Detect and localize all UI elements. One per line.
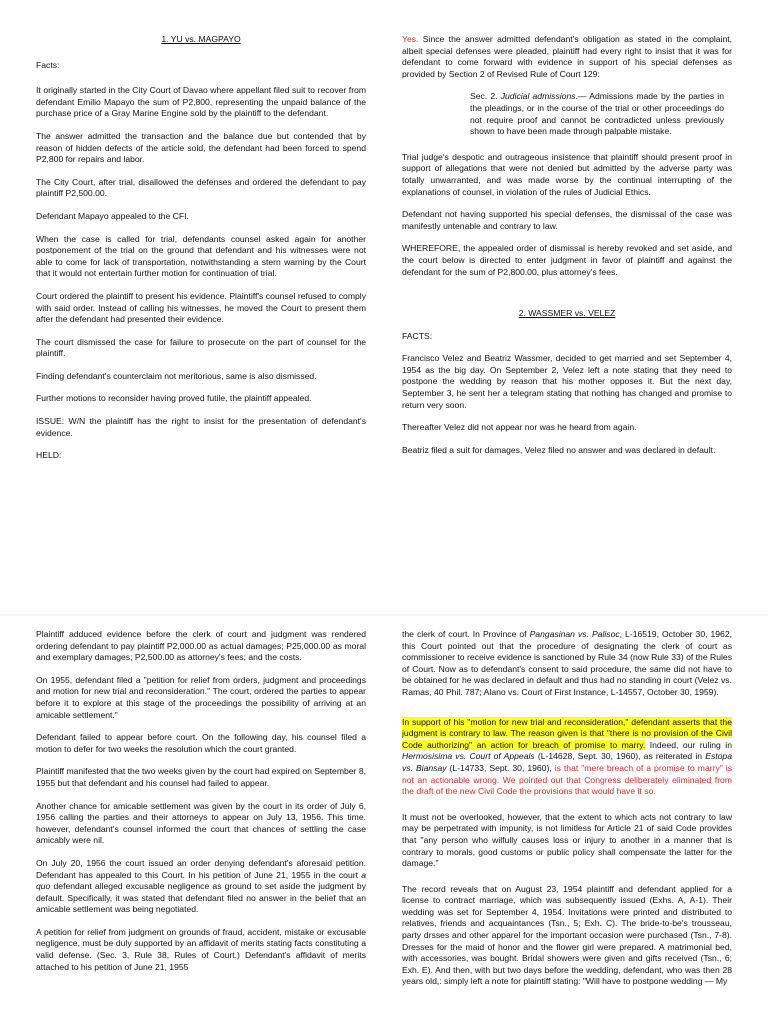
paragraph: A petition for relief from judgment on grounds of fraud, accident, mistake or excusable negligence, must be duly supported by an affidavit of merits stating facts constituting a valid defense. (Sec. 3, Rule 38, Rules of Court.) Defendant's affidavit of merits attached to his petition of June 21, 1955	[36, 926, 366, 972]
facts-heading: FACTS:	[402, 330, 433, 341]
page1-right-column	[402, 34, 732, 456]
text-run: (L-14628, Sept. 30, 1960), as reiterated in	[534, 751, 706, 762]
text-run: , L-16519, October 30, 1962, this Court pointed out that the procedure of designating the clerk of court as commissioner to receive evidence is sanctioned by Rule 34 (now Rule 33) of the Rules of Court. Now as to defendant's consent to said procedure, the same did not have to be obtained for he was declared in default and thus had no standing in court (Velez vs. Ramas, 40 Phil. 787; Alano vs. Court of First Instance, L-14557, October 30, 1959).	[402, 629, 733, 697]
paragraph: The answer admitted the transaction and the balance due but contended that by reason of hidden defects of the article sold, the defendant had been forced to spend P2,800 for repairs and labor.	[36, 130, 366, 165]
highlighted-text: In support of his "motion for new trial and reconsideration," defendant asserts that the judgment is contrary to law. The reason given is that "there is no provision of the Civil Code authorizing" an action for breach of promise to marry.	[402, 716, 732, 750]
page1-left-column	[36, 34, 366, 462]
paragraph: It must not be overlooked, however, that the extent to which acts not contrary to law may be perpetrated with impunity, is not limitless for Article 21 of said Code provides that "any person who wilfully causes loss or injury to another in a manner that is contrary to morals, good customs or public policy shall compensate the latter for the damage."	[402, 811, 732, 869]
paragraph: WHEREFORE, the appealed order of dismissal is hereby revoked and set aside, and the court below is directed to enter judgment in favor of plaintiff and against the defendant for the sum of P2,800.00, plus attorney's fees.	[402, 243, 732, 277]
paragraph: Another chance for amicable settlement was given by the court in its order of July 6, 1956 calling the parties and their attorneys to appear on July 13, 1956. This time. however, defendant's counsel informed the court that chances of settling the case amicably were nil.	[36, 800, 366, 846]
text-run: On July 20, 1956 the court issued an order denying defendant's aforesaid petition. Defendant has appealed to this Court. In his petition of June 21, 1955 in the court	[36, 857, 366, 880]
paragraph: Plaintiff adduced evidence before the clerk of court and judgment was rendered ordering defendant to pay plaintiff P2,000.00 as actual damages; P25,000.00 as moral and exemplary damages; P2,500.00 as attorney's fees; and the costs.	[36, 629, 366, 663]
paragraph: When the case is called for trial, defendants counsel asked again for another postponement of the trial on the ground that defendant and his witnesses were not able to come for lack of transportation, notwithstanding a stern warning by the Court that it would not entertain further motion for continuation of trial.	[36, 233, 366, 279]
italic-run: Pangasinan vs. Palisoc	[529, 629, 620, 639]
paragraph: It originally started in the City Court of Davao where appellant filed suit to recover from defendant Emilio Mapayo the sum of P2,800, representing the unpaid balance of the purchase price of a Gray Marine Engine sold by the plaintiff to the defendant.	[36, 85, 366, 119]
ruling-text: Since the answer admitted defendant's obligation as stated in the complaint, albeit special defenses were pleaded, plaintiff had every right to insist that it was for defendant to come forward with evidence in support of his special defenses as provided by Section 2 of Revised Rule of Court 129:	[402, 34, 732, 79]
paragraph: Defendant not having supported his special defenses, the dismissal of the case was manifestly untenable and contrary to law.	[402, 209, 732, 231]
paragraph: The City Court, after trial, disallowed the defenses and ordered the defendant to pay plaintiff P2,500.00.	[36, 176, 366, 199]
quote-italic: Judicial admissions	[500, 91, 576, 102]
text-run: (L-14733, Sept. 30, 1960),	[446, 762, 555, 773]
text-run: the clerk of court. In Province of	[402, 629, 530, 639]
quote-lead: Sec. 2.	[470, 91, 501, 102]
paragraph: Finding defendant's counterclaim not meritorious, same is also dismissed.	[36, 370, 317, 381]
paragraph: Beatriz filed a suit for damages, Velez filed no answer and was declared in default.	[402, 444, 716, 455]
red-emphasis-text: is that "mere breach of a promise to marry" is not an actionable wrong. We pointed out that Congress deliberately eliminated from the draft of the new Civil Code the provisions that would have it so.	[402, 762, 732, 797]
case-title-yu-vs-magpayo: 1. YU vs. MAGPAYO	[161, 34, 241, 44]
paragraph: Thereafter Velez did not appear nor was he heard from again.	[402, 422, 637, 433]
paragraph	[36, 858, 366, 916]
rule-quote	[470, 91, 724, 137]
text-run: defendant alleged excusable negligence as ground to set aside the judgment by default. Specifically, it was stated that defendant filed no answer in the belief that an amicable settlement was being negotiated.	[36, 881, 366, 915]
paragraph: The record reveals that on August 23, 1954 plaintiff and defendant applied for a license to contract marriage, which was subsequently issued (Exhs. A, A-1). Their wedding was set for September 4, 1954. Invitations were printed and distributed to relatives, friends and acquaintances (Tsn., 5; Exh. C). The bride-to-be's trousseau, party drsses and other apparel for the important occasion were purchased (Tsn., 7-8). Dresses for the maid of honor and the flower girl were prepared. A matrimonial bed, with accessories, was bought. Bridal showers were given and gifts received (Tsn., 6; Exh. E). And then, with but two days before the wedding, defendant, who was then 28 years old,: simply left a note for plaintiff stating: "Will have to postpone wedding — My	[402, 883, 732, 987]
text-run: Indeed, our ruling in	[645, 739, 732, 750]
paragraph: Trial judge's despotic and outrageous insistence that plaintiff should present proof in support of allegations that were not denied but admitted by the adverse party was totally unwarranted, and was made worse by the continual interrupting of the explanations of counsel, in violation of the rules of Judicial Ethics.	[402, 151, 732, 197]
ruling-yes: Yes.	[402, 34, 419, 44]
paragraph: Further motions to reconsider having proved futile, the plaintiff appealed.	[36, 393, 312, 404]
paragraph: Plaintiff manifested that the two weeks given by the court had expired on September 8, 1955 but that defendant and his counsel had failed to appear.	[36, 766, 366, 788]
italic-run: Estopa vs. Biansay	[402, 751, 732, 773]
italic-run: a quo	[36, 869, 366, 892]
italic-run: Hermosisima vs. Court of Appeals	[402, 751, 535, 762]
issue-statement: ISSUE: W/N the plaintiff has the right to insist for the presentation of defendant's evidence.	[36, 416, 366, 438]
paragraph: Defendant Mapayo appealed to the CFI.	[36, 210, 189, 221]
held-heading: HELD:	[36, 450, 62, 461]
case-title-wassmer-vs-velez: 2. WASSMER vs. VELEZ	[518, 308, 616, 319]
facts-heading: Facts:	[36, 59, 60, 70]
ruling-paragraph	[402, 34, 732, 80]
paragraph: Defendant failed to appear before court. On the following day, his counsel filed a motion to defer for two weeks the resolution which the court granted.	[36, 732, 366, 754]
paragraph	[402, 629, 732, 699]
paragraph: The court dismissed the case for failure to prosecute on the part of counsel for the plaintiff.	[36, 336, 366, 359]
paragraph	[402, 717, 732, 798]
paragraph: Francisco Velez and Beatriz Wassmer, decided to get married and set September 4, 1954 as the big day. On September 2, Velez left a note stating that they need to postpone the wedding by reason that his mother opposes it. But the next day, September 3, he sent her a telegram stating that nothing has changed and promise to return very soon.	[402, 353, 732, 410]
page2-right-column	[402, 629, 732, 988]
page2-left-column	[36, 629, 366, 973]
quote-text: .— Admissions made by the parties in the pleadings, or in the course of the trial or other proceedings do not require proof and cannot be contradicted unless previously shown to have been made through palpable mistake.	[470, 91, 724, 137]
page-divider	[0, 614, 768, 616]
paragraph: On 1955, defendant filed a "petition for relief from orders, judgment and proceedings and motion for new trial and reconsideration." The court, ordered the parties to appear before it to explore at this stage of the proceedings the possibility of arriving at an amicable settlement."	[36, 674, 366, 720]
paragraph: Court ordered the plaintiff to present his evidence. Plaintiff's counsel refused to comply with said order. Instead of calling his witnesses, he moved the Court to present them after the defendant had presented their evidence.	[36, 290, 366, 325]
